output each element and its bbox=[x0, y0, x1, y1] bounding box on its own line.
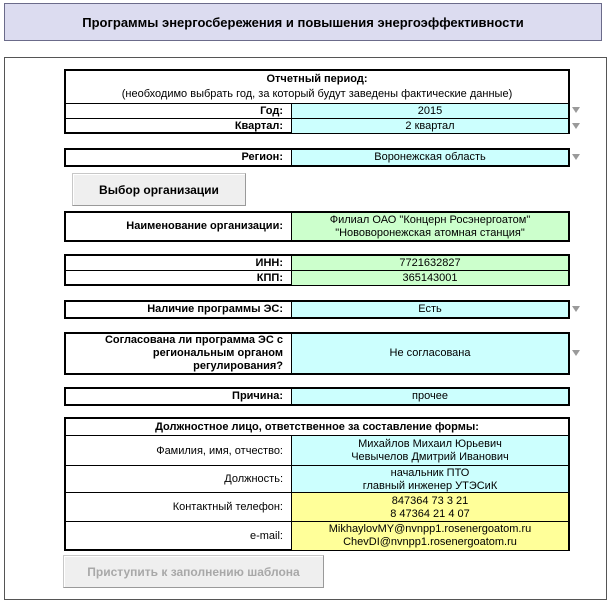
email-line-1: MikhaylovMY@nvnpp1.rosenergoatom.ru bbox=[328, 523, 532, 535]
agreement-label bbox=[66, 334, 292, 373]
program-dropdown-arrow-icon[interactable] bbox=[572, 306, 580, 312]
inn-label: ИНН: bbox=[66, 256, 292, 270]
inn-value bbox=[292, 256, 568, 270]
kpp-label: КПП: bbox=[66, 271, 292, 285]
region-select[interactable] bbox=[292, 150, 568, 165]
reason-block bbox=[64, 387, 570, 406]
year-value: 2015 bbox=[417, 105, 443, 117]
agreement-value: Не согласована bbox=[389, 347, 471, 359]
year-label: Год: bbox=[66, 104, 292, 119]
quarter-dropdown-arrow-icon[interactable] bbox=[572, 123, 580, 129]
select-organization-button[interactable]: Выбор организации bbox=[72, 173, 246, 206]
period-hint: (необходимо выбрать год, за который будут заведены фактические данные) bbox=[121, 88, 513, 100]
year-row bbox=[66, 103, 568, 119]
agreement-select[interactable] bbox=[292, 334, 568, 373]
inn-row bbox=[66, 256, 568, 270]
organization-value bbox=[292, 213, 568, 240]
email-field[interactable] bbox=[292, 522, 568, 550]
ids-block bbox=[64, 254, 570, 286]
program-value: Есть bbox=[418, 303, 442, 315]
name-row bbox=[66, 435, 568, 466]
email-line-2: ChevDI@nvnpp1.rosenergoatom.ru bbox=[343, 536, 517, 548]
form-title: Программы энергосбережения и повышения энергоэффективности bbox=[82, 14, 524, 30]
position-line-1: начальник ПТО bbox=[390, 466, 470, 479]
period-block bbox=[64, 69, 570, 134]
start-filling-template-button[interactable]: Приступить к заполнению шаблона bbox=[63, 555, 324, 588]
region-block bbox=[64, 148, 570, 167]
period-title: Отчетный период: bbox=[266, 73, 368, 85]
organization-block bbox=[64, 211, 570, 242]
phone-label: Контактный телефон: bbox=[66, 493, 292, 522]
reason-label: Причина: bbox=[66, 389, 292, 404]
region-value: Воронежская область bbox=[374, 151, 486, 163]
phone-row bbox=[66, 492, 568, 522]
organization-label: Наименование организации: bbox=[66, 213, 292, 240]
position-row bbox=[66, 465, 568, 493]
agreement-label-line-1: Согласована ли программа ЭС с bbox=[104, 334, 283, 346]
phone-line-2: 8 47364 21 4 07 bbox=[390, 507, 470, 520]
organization-value-line-1: Филиал ОАО "Концерн Росэнергоатом" bbox=[329, 213, 531, 226]
region-label: Регион: bbox=[66, 150, 292, 165]
name-label: Фамилия, имя, отчество: bbox=[66, 436, 292, 466]
agreement-label-line-2: региональным органом bbox=[152, 347, 283, 359]
quarter-select[interactable] bbox=[292, 119, 568, 133]
program-select[interactable] bbox=[292, 302, 568, 317]
quarter-value: 2 квартал bbox=[405, 119, 455, 132]
reason-value: прочее bbox=[412, 390, 448, 402]
program-block bbox=[64, 300, 570, 319]
quarter-row bbox=[66, 118, 568, 133]
year-select[interactable] bbox=[292, 104, 568, 119]
form-title-bar bbox=[4, 3, 602, 41]
position-field[interactable] bbox=[292, 466, 568, 493]
email-row bbox=[66, 521, 568, 550]
name-field[interactable] bbox=[292, 436, 568, 466]
agreement-label-line-3: регулирования? bbox=[193, 360, 283, 372]
name-line-1: Михайлов Михаил Юрьевич bbox=[358, 438, 502, 450]
agreement-dropdown-arrow-icon[interactable] bbox=[572, 350, 580, 356]
program-label: Наличие программы ЭС: bbox=[66, 302, 292, 317]
name-line-2: Чевычелов Дмитрий Иванович bbox=[351, 451, 509, 463]
phone-line-1: 847364 73 3 21 bbox=[391, 494, 469, 507]
responsible-title: Должностное лицо, ответственное за составление формы: bbox=[155, 421, 479, 433]
year-dropdown-arrow-icon[interactable] bbox=[572, 107, 580, 113]
quarter-label: Квартал: bbox=[66, 119, 292, 133]
reason-field[interactable] bbox=[292, 389, 568, 404]
kpp-row bbox=[66, 270, 568, 285]
position-label: Должность: bbox=[66, 466, 292, 493]
inn-value-text: 7721632827 bbox=[399, 256, 461, 269]
position-line-2: главный инженер УТЭСиК bbox=[362, 479, 498, 492]
kpp-value-text: 365143001 bbox=[402, 271, 458, 284]
email-label: e-mail: bbox=[66, 522, 292, 550]
kpp-value bbox=[292, 271, 568, 285]
responsible-block bbox=[64, 417, 570, 551]
agreement-block bbox=[64, 332, 570, 375]
organization-value-line-2: "Нововоронежская атомная станция" bbox=[335, 226, 525, 239]
phone-field[interactable] bbox=[292, 493, 568, 522]
region-dropdown-arrow-icon[interactable] bbox=[572, 154, 580, 160]
